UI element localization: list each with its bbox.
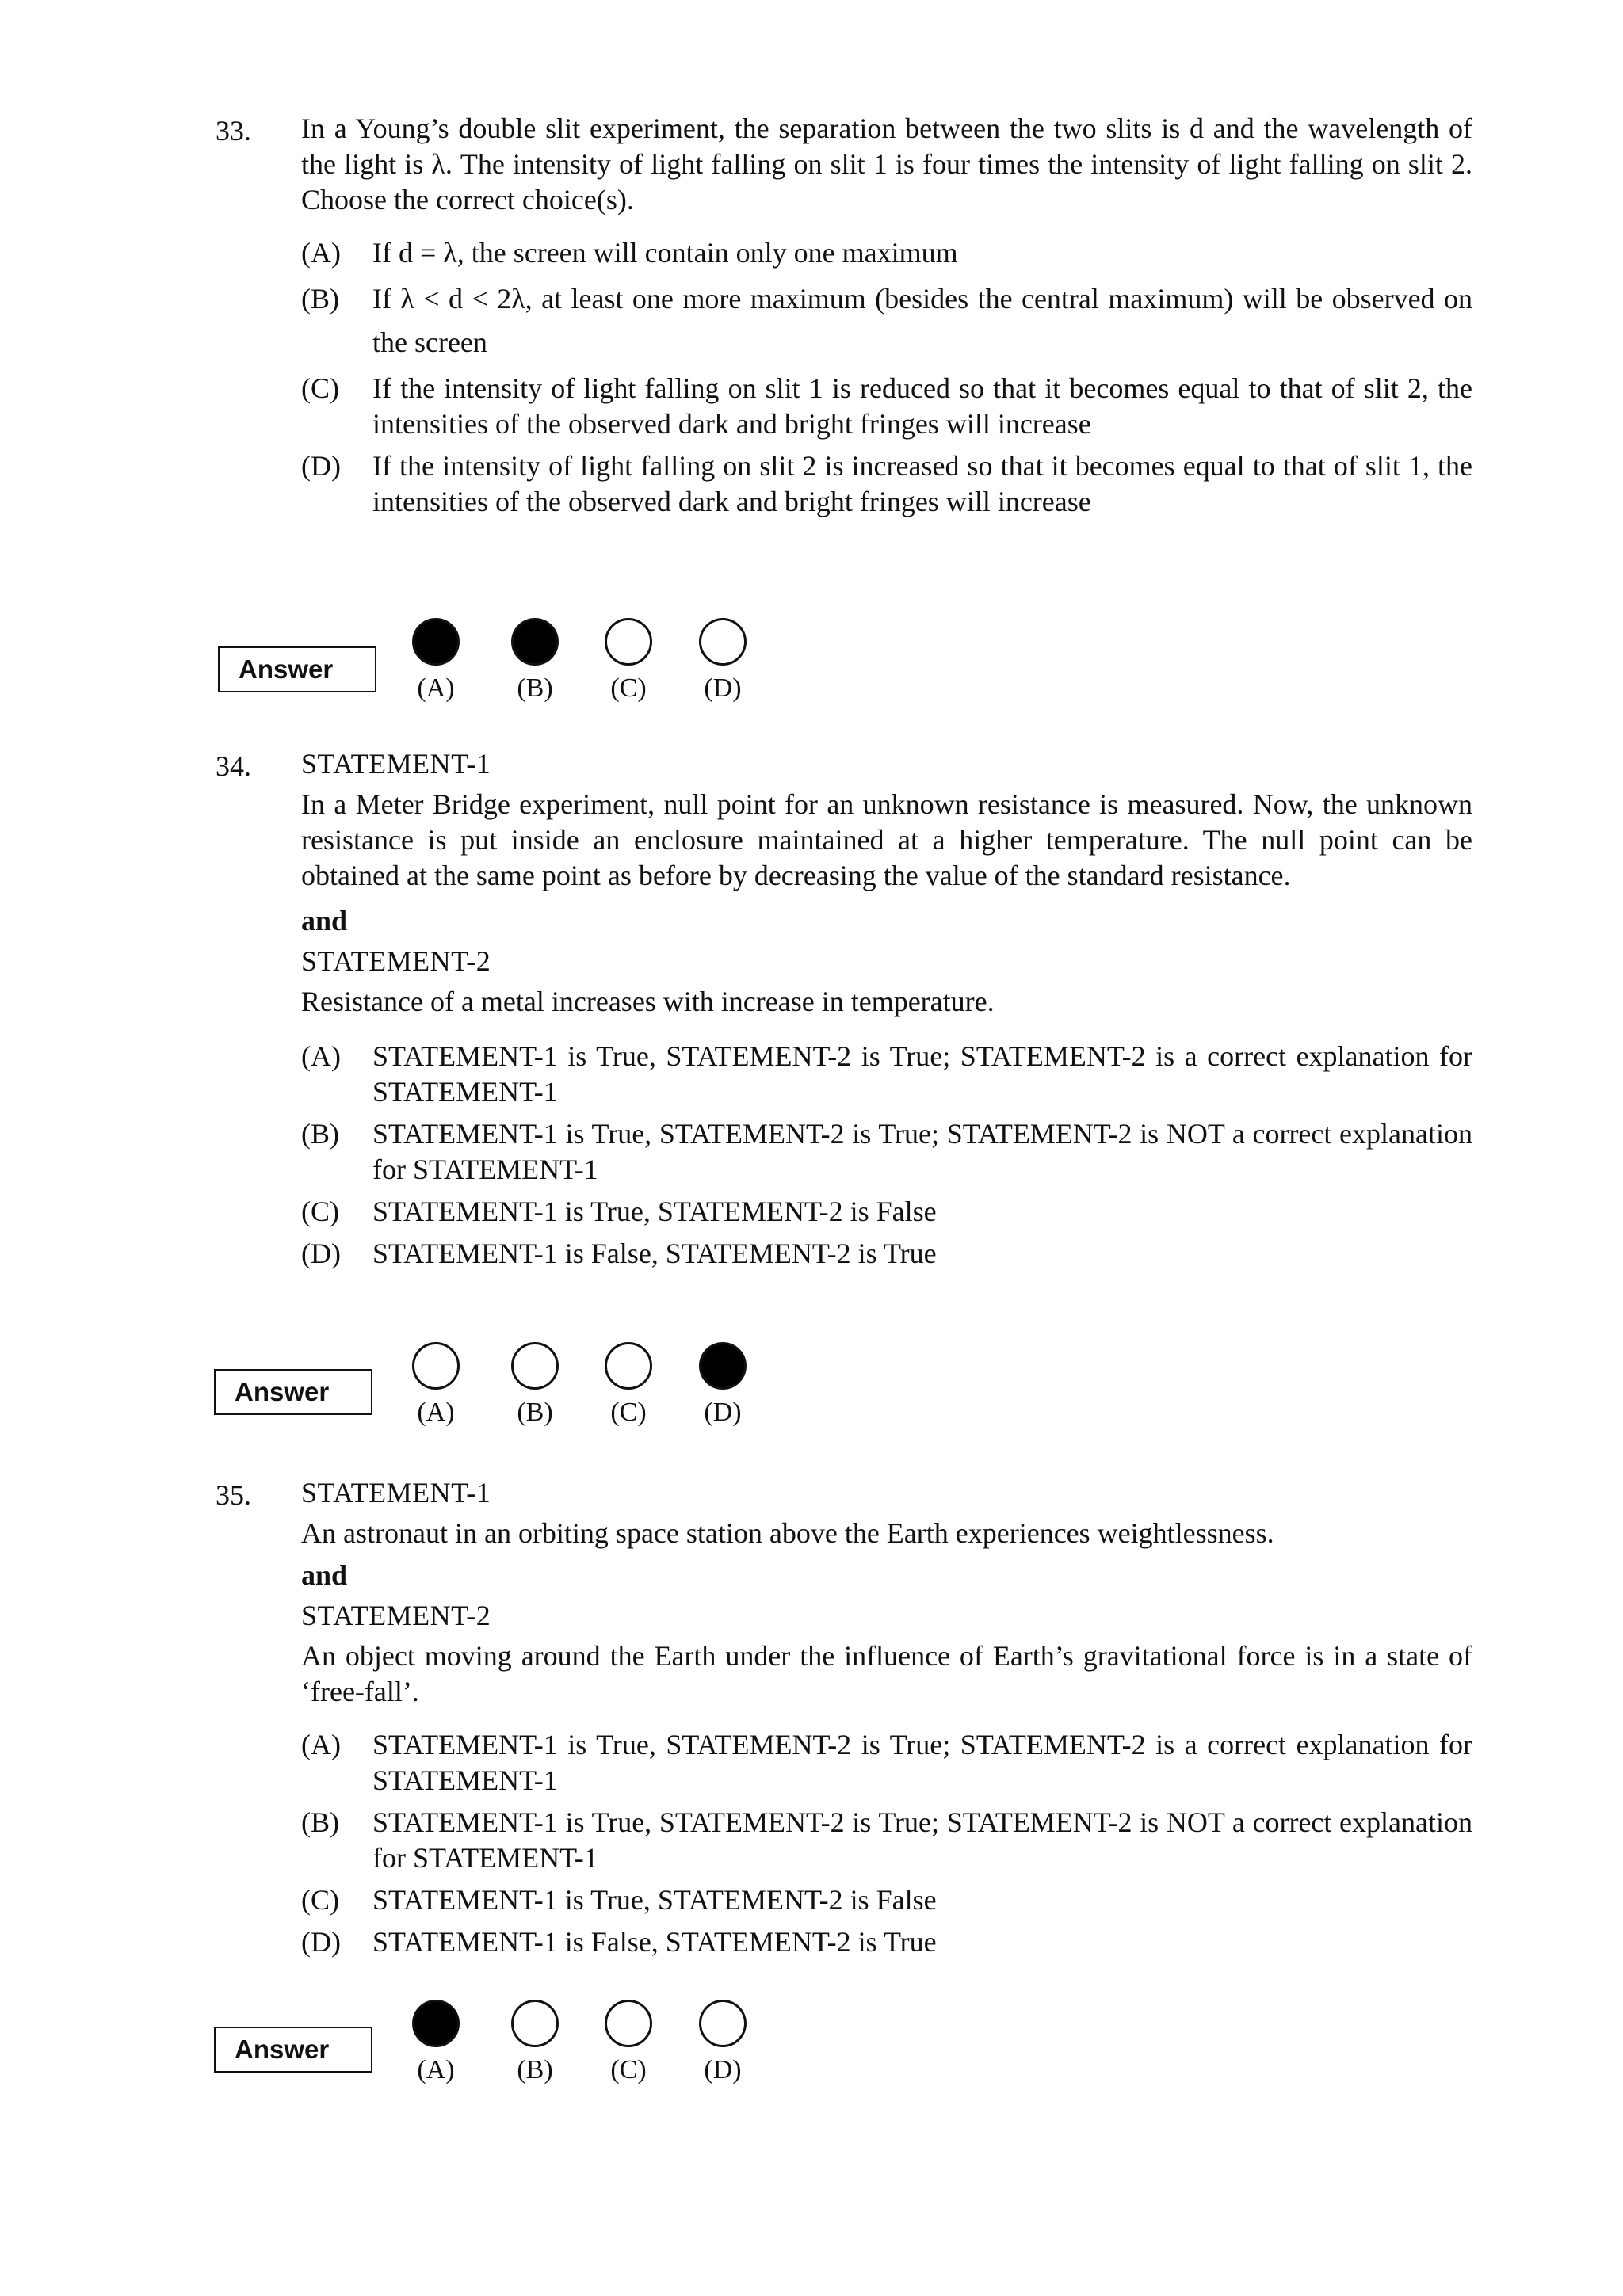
option-b (301, 1116, 1472, 1188)
answer-bubble-a[interactable] (412, 1342, 460, 1390)
option-b (301, 277, 1472, 364)
option-letter: (A) (301, 1729, 341, 1760)
option-letter: (C) (301, 372, 339, 404)
question-stem: In a Young’s double slit experiment, the separation between the two slits is d and the wavelength of the light is λ. The intensity of light falling on slit 1 is four times the intensity of light falling on slit 2. Choose the correct choice(s). (301, 113, 1472, 215)
option-text: STATEMENT-1 is False, STATEMENT-2 is True (372, 1238, 937, 1269)
answer-label-box: Answer (214, 2027, 372, 2073)
bubble-label: (A) (417, 673, 455, 703)
option-text: STATEMENT-1 is True, STATEMENT-2 is True; STATEMENT-2 is NOT a correct explanation for STATEMENT-1 (372, 1118, 1472, 1185)
answer-bubble-c[interactable] (605, 2000, 652, 2047)
answer-bubble-b[interactable] (511, 618, 559, 666)
option-b (301, 1805, 1472, 1876)
option-a (301, 1727, 1472, 1798)
statement-2-text: An object moving around the Earth under the influence of Earth’s gravitational force is in a state of ‘free-fall’. (301, 1640, 1472, 1707)
bubble-label: (B) (517, 2055, 553, 2084)
bubble-label: (D) (704, 1398, 742, 1427)
answer-bubble-a[interactable] (412, 2000, 460, 2047)
option-text: STATEMENT-1 is True, STATEMENT-2 is True; STATEMENT-2 is a correct explanation for STATEMENT-1 (372, 1729, 1472, 1796)
bubble-label: (B) (517, 1398, 553, 1427)
and-label: and (301, 905, 348, 936)
option-letter: (C) (301, 1196, 339, 1227)
statement-2-heading: STATEMENT-2 (301, 1600, 491, 1631)
question-number: 33. (216, 115, 251, 147)
answer-bubble-d[interactable] (699, 618, 747, 666)
option-text: If λ < d < 2λ, at least one more maximum (besides the central maximum) will be observed on the screen (372, 283, 1472, 358)
statement-1-heading: STATEMENT-1 (301, 748, 491, 780)
bubble-label: (A) (417, 2055, 455, 2084)
option-letter: (A) (301, 237, 341, 269)
question-number: 34. (216, 750, 251, 782)
option-text: If the intensity of light falling on slit 2 is increased so that it becomes equal to that of slit 1, the intensities of the observed dark and bright fringes will increase (372, 450, 1472, 517)
option-d (301, 1924, 1472, 1960)
option-list (301, 1039, 1472, 1272)
option-text: STATEMENT-1 is True, STATEMENT-2 is False (372, 1196, 937, 1227)
option-text: STATEMENT-1 is True, STATEMENT-2 is True; STATEMENT-2 is a correct explanation for STATEMENT-1 (372, 1040, 1472, 1108)
option-d (301, 1236, 1472, 1272)
option-letter: (D) (301, 1238, 341, 1269)
option-letter: (D) (301, 450, 341, 482)
option-a (301, 235, 1472, 271)
and-label: and (301, 1559, 348, 1591)
statement-2-text: Resistance of a metal increases with increase in temperature. (301, 986, 995, 1017)
bubble-label: (C) (610, 2055, 647, 2084)
option-list (301, 235, 1472, 520)
option-letter: (B) (301, 283, 339, 315)
bubble-label: (C) (610, 673, 647, 703)
answer-bubble-c[interactable] (605, 1342, 652, 1390)
bubble-label: (C) (610, 1398, 647, 1427)
statement-1-text: An astronaut in an orbiting space station above the Earth experiences weightlessness. (301, 1517, 1274, 1549)
answer-bubble-a[interactable] (412, 618, 460, 666)
bubble-label: (D) (704, 2055, 742, 2084)
answer-bubble-d[interactable] (699, 2000, 747, 2047)
bubble-label: (A) (417, 1398, 455, 1427)
option-letter: (A) (301, 1040, 341, 1072)
option-list (301, 1727, 1472, 1960)
question-number: 35. (216, 1479, 251, 1511)
statement-2-heading: STATEMENT-2 (301, 945, 491, 977)
statement-1-heading: STATEMENT-1 (301, 1477, 491, 1508)
option-letter: (B) (301, 1806, 339, 1838)
option-letter: (B) (301, 1118, 339, 1150)
option-c (301, 1194, 1472, 1230)
answer-bubble-c[interactable] (605, 618, 652, 666)
option-text: STATEMENT-1 is True, STATEMENT-2 is True; STATEMENT-2 is NOT a correct explanation for STATEMENT-1 (372, 1806, 1472, 1874)
option-letter: (D) (301, 1926, 341, 1958)
answer-label-box: Answer (218, 646, 376, 692)
bubble-label: (D) (704, 673, 742, 703)
answer-label-box: Answer (214, 1369, 372, 1415)
option-letter: (C) (301, 1884, 339, 1916)
option-a (301, 1039, 1472, 1110)
bubble-label: (B) (517, 673, 553, 703)
answer-bubble-b[interactable] (511, 1342, 559, 1390)
option-text: If the intensity of light falling on slit 1 is reduced so that it becomes equal to that of slit 2, the intensities of the observed dark and bright fringes will increase (372, 372, 1472, 440)
option-text: STATEMENT-1 is False, STATEMENT-2 is True (372, 1926, 937, 1958)
statement-1-text: In a Meter Bridge experiment, null point for an unknown resistance is measured. Now, the unknown resistance is put inside an enclosure maintained at a higher temperature. The null point can be obtained at the same point as before by decreasing the value of the standard resistance. (301, 788, 1472, 891)
answer-bubble-d[interactable] (699, 1342, 747, 1390)
option-c (301, 1882, 1472, 1918)
question-body (301, 746, 1472, 1278)
answer-bubble-b[interactable] (511, 2000, 559, 2047)
question-body (301, 1475, 1472, 1966)
question-body (301, 111, 1472, 526)
option-text: If d = λ, the screen will contain only one maximum (372, 237, 958, 269)
option-c (301, 371, 1472, 442)
option-d (301, 448, 1472, 520)
option-text: STATEMENT-1 is True, STATEMENT-2 is False (372, 1884, 937, 1916)
